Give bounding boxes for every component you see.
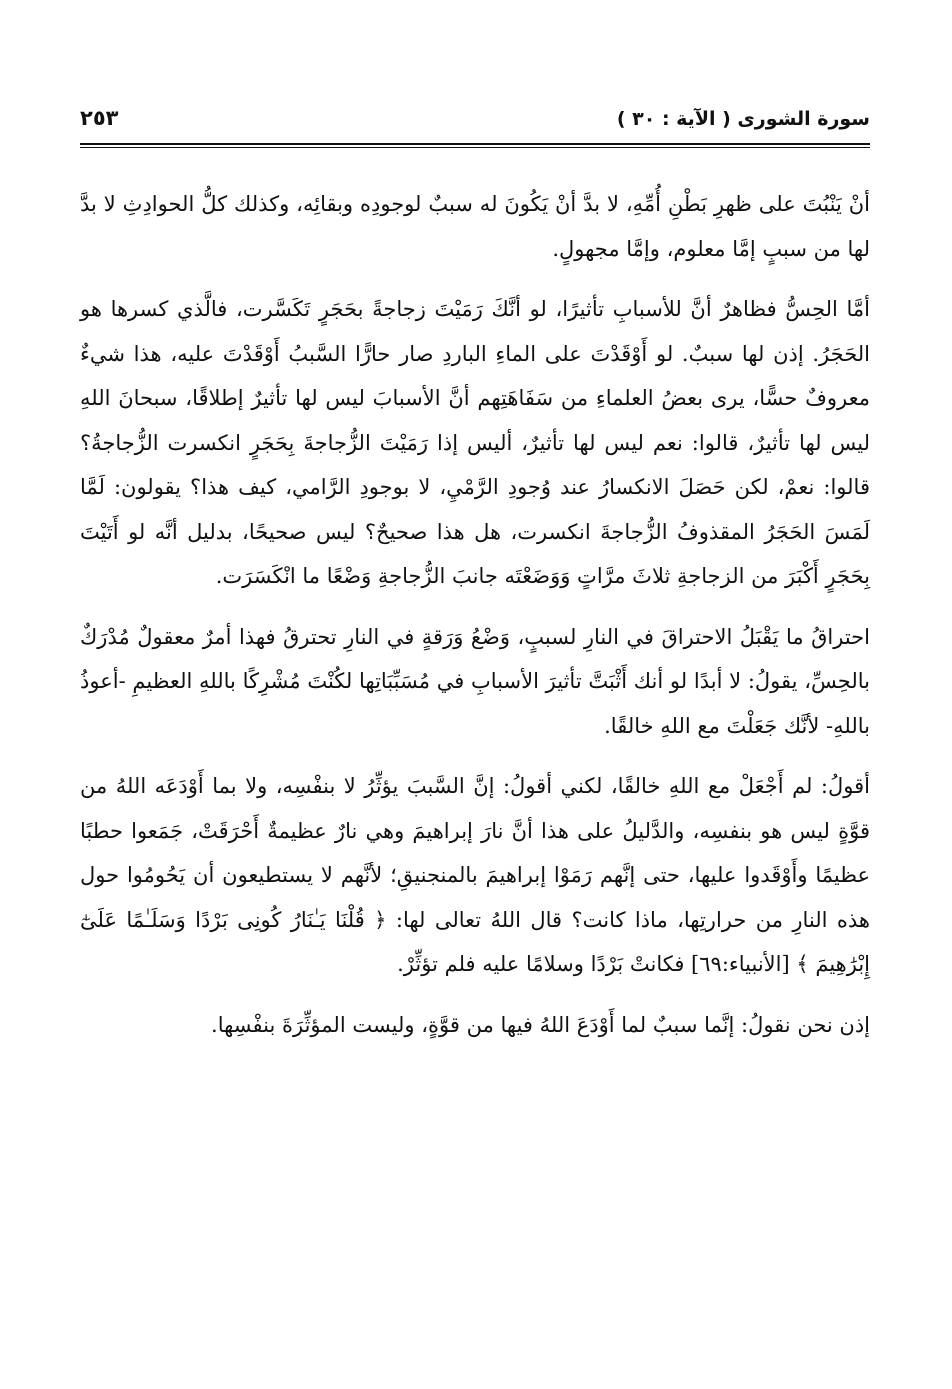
page-header (80, 104, 870, 144)
paragraph: احتراقُ ما يَقْبَلُ الاحتراقَ في النارِ لسببٍ، وَضْعُ وَرَقةٍ في النارِ تحترقُ فهذا أمرٌ معقولٌ مُدْرَكٌ بالحِسِّ، يقولُ: لا أبدًا لو أنك أَثْبَتَّ تأثيرَ الأسبابِ في مُسَبِّبَاتِها لكُنْتَ مُشْرِكًا باللهِ العظيمِ -أعوذُ باللهِ- لأنَّك جَعَلْتَ مع اللهِ خالقًا. (80, 624, 870, 738)
body-text (80, 182, 870, 1047)
paragraph: أمَّا الحِسُّ فظاهرٌ أنَّ للأسبابِ تأثيرًا، لو أنَّكَ رَمَيْتَ زجاجةً بحَجَرٍ تَكَسَّرت، فالَّذي كسرها هو الحَجَرُ. إذن لها سببٌ. لو أَوْقَدْتَ على الماءِ الباردِ صار حارًّا السَّببُ أَوْقَدْتَ عليه، هذا شيءٌ معروفٌ حسًّا، يرى بعضُ العلماءِ من سَفَاهَتِهم أنَّ الأسبابَ ليس لها تأثيرٌ إطلاقًا، سبحانَ اللهِ ليس لها تأثيرٌ، قالوا: نعم ليس لها تأثيرٌ، أليس إذا رَمَيْتَ الزُّجاجةَ بِحَجَرٍ انكسرت الزُّجاجةُ؟ قالوا: نعمْ، لكن حَصَلَ الانكسارُ عند وُجودِ الرَّمْيِ، لا بوجودِ الرَّامي، كيف هذا؟ يقولون: لَمَّا لَمَسَ الحَجَرُ المقذوفُ الزُّجاجةَ انكسرت، هل هذا صحيحٌ؟ ليس صحيحًا، بدليل أنَّه لو أَتَيْتَ بِحَجَرٍ أَكْبَرَ من الزجاجةِ ثلاثَ مرَّاتٍ وَوَضَعْتَه جانبَ الزُّجاجةِ وَضْعًا ما انْكَسَرَت. (80, 297, 870, 588)
header-rule-thin (80, 147, 870, 148)
page-number: ٢٥٣ (80, 106, 119, 130)
paragraph: أنْ يَنْبُتَ على ظهرِ بَطْنِ أُمِّهِ، لا بدَّ أنْ يَكُونَ له سببٌ لوجودِه وبقائِه، وكذلك كلُّ الحوادِثِ لا بدَّ لها من سببٍ إمَّا معلوم، وإمَّا مجهولٍ. (80, 192, 870, 261)
paragraph: أقولُ: لم أَجْعَلْ مع اللهِ خالقًا، لكني أقولُ: إنَّ السَّببَ يؤثِّرُ لا بنفْسِه، ولا بما أَوْدَعَه اللهُ من قوَّةٍ ليس هو بنفسِه، والدَّليلُ على هذا أنَّ نارَ إبراهيمَ وهي نارٌ عظيمةٌ أَحْرَقَتْ، جَمَعوا حطبًا عظيمًا وأَوْقَدوا عليها، حتى إنَّهم رَمَوْا إبراهيمَ بالمنجنيقِ؛ لأنَّهم لا يستطيعون أن يَحُومُوا حول هذه النارِ من حرارتِها، ماذا كانت؟ قال اللهُ تعالى لها: ﴿ قُلْنَا يَـٰنَارُ كُونِى بَرْدًا وَسَلَـٰمًا عَلَىٰٓ إِبْرَٰهِيمَ ﴾ [الأنبياء:٦٩] فكانتْ بَرْدًا وسلامًا عليه فلم تؤثِّرْ. (80, 774, 870, 976)
paragraph: إذن نحن نقولُ: إنَّما سببٌ لما أَوْدَعَ اللهُ فيها من قوَّةٍ، وليست المؤثِّرَةَ بنفْسِها. (211, 1012, 870, 1037)
header-rule (80, 143, 870, 145)
running-title: سورة الشورى ( الآية : ٣٠ ) (616, 108, 870, 130)
